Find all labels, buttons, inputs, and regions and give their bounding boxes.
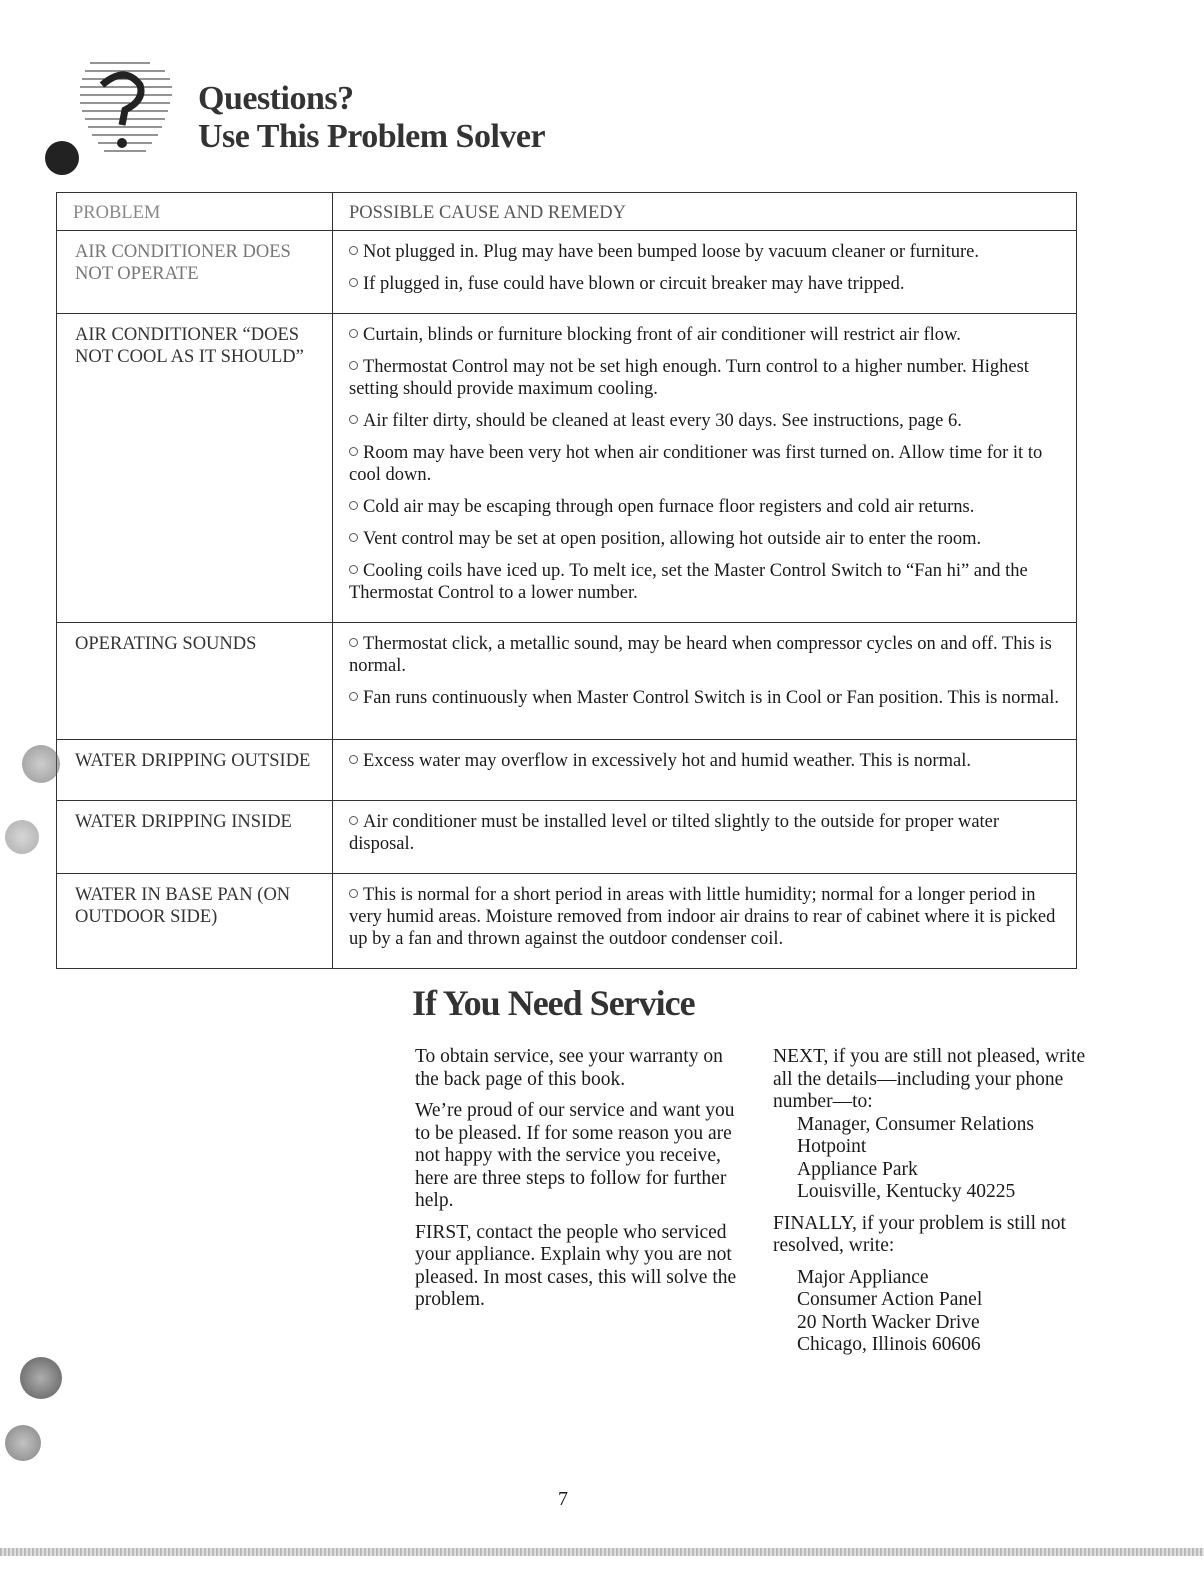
remedy-cell <box>333 623 1077 740</box>
service-section-title: If You Need Service <box>412 983 695 1023</box>
binder-hole-icon <box>5 820 39 854</box>
remedy-item: Thermostat click, a metallic sound, may be heard when compressor cycles on and off. This is normal. <box>349 633 1060 677</box>
remedy-item: Vent control may be set at open position, allowing hot outside air to enter the room. <box>349 528 1060 550</box>
service-column-2 <box>773 1046 1093 1357</box>
problem-cell: AIR CONDITIONER DOES NOT OPERATE <box>57 231 333 314</box>
problem-cell: WATER IN BASE PAN (ON OUTDOOR SIDE) <box>57 874 333 969</box>
remedy-item: This is normal for a short period in areas with little humidity; normal for a longer period in very humid areas. Moisture removed from indoor air drains to rear of cabinet where it is picked up by a fan and thrown against the outdoor condenser coil. <box>349 884 1060 950</box>
service-column-1 <box>415 1046 745 1321</box>
page-number: 7 <box>558 1488 568 1510</box>
next-paragraph: NEXT, if you are still not pleased, write all the details—including your phone number—to: <box>773 1046 1086 1112</box>
table-row <box>57 740 1077 801</box>
problem-solver-table <box>56 192 1077 969</box>
problem-cell: WATER DRIPPING OUTSIDE <box>57 740 333 801</box>
address-line: Major Appliance <box>797 1266 929 1288</box>
binder-hole-icon <box>20 1357 62 1399</box>
service-paragraph: FIRST, contact the people who serviced your appliance. Explain why you are not pleased. In most cases, this will solve the problem. <box>415 1221 737 1310</box>
problem-cell: OPERATING SOUNDS <box>57 623 333 740</box>
service-paragraph: To obtain service, see your warranty on the back page of this book. <box>415 1046 723 1090</box>
remedy-cell <box>333 740 1077 801</box>
remedy-cell <box>333 231 1077 314</box>
remedy-item: Not plugged in. Plug may have been bumped loose by vacuum cleaner or furniture. <box>349 241 1060 263</box>
page-title <box>198 80 545 156</box>
service-paragraph: We’re proud of our service and want you to be pleased. If for some reason you are not happy with the service you receive, here are three steps to follow for further help. <box>415 1100 735 1211</box>
remedy-item: Fan runs continuously when Master Control Switch is in Cool or Fan position. This is normal. <box>349 687 1060 709</box>
address-line: 20 North Wacker Drive <box>797 1311 980 1333</box>
address-line: Consumer Action Panel <box>797 1289 983 1310</box>
table-row <box>57 874 1077 969</box>
remedy-cell <box>333 314 1077 623</box>
address-line: Hotpoint <box>797 1136 867 1157</box>
remedy-item: Cooling coils have iced up. To melt ice, set the Master Control Switch to “Fan hi” and the Thermostat Control to a lower number. <box>349 560 1060 604</box>
remedy-item: Air filter dirty, should be cleaned at least every 30 days. See instructions, page 6. <box>349 410 1060 432</box>
column-header-remedy: POSSIBLE CAUSE AND REMEDY <box>333 193 1077 231</box>
question-mark-logo <box>40 55 180 175</box>
remedy-cell <box>333 801 1077 874</box>
remedy-item: Excess water may overflow in excessively hot and humid weather. This is normal. <box>349 750 1060 772</box>
consumer-relations-address <box>773 1114 1093 1204</box>
address-line: Chicago, Illinois 60606 <box>797 1334 981 1355</box>
column-header-problem: PROBLEM <box>57 193 333 231</box>
binder-hole-icon <box>5 1425 41 1461</box>
table-row <box>57 623 1077 740</box>
remedy-item: If plugged in, fuse could have blown or circuit breaker may have tripped. <box>349 273 1060 295</box>
remedy-cell <box>333 874 1077 969</box>
table-row <box>57 314 1077 623</box>
finally-paragraph: FINALLY, if your problem is still not resolved, write: <box>773 1212 1066 1256</box>
title-line-2: Use This Problem Solver <box>198 118 546 155</box>
scan-edge <box>0 1548 1204 1556</box>
title-line-1: Questions? <box>198 80 354 117</box>
problem-cell: AIR CONDITIONER “DOES NOT COOL AS IT SHOULD” <box>57 314 333 623</box>
address-line: Appliance Park <box>797 1158 918 1180</box>
consumer-action-panel-address <box>773 1267 1093 1357</box>
remedy-item: Air conditioner must be installed level or tilted slightly to the outside for proper water disposal. <box>349 811 1060 855</box>
remedy-item: Room may have been very hot when air conditioner was first turned on. Allow time for it to cool down. <box>349 442 1060 486</box>
remedy-item: Thermostat Control may not be set high enough. Turn control to a higher number. Highest setting should provide maximum cooling. <box>349 356 1060 400</box>
address-line: Louisville, Kentucky 40225 <box>797 1181 1016 1202</box>
problem-cell: WATER DRIPPING INSIDE <box>57 801 333 874</box>
remedy-item: Cold air may be escaping through open furnace floor registers and cold air returns. <box>349 496 1060 518</box>
address-line: Manager, Consumer Relations <box>797 1113 1034 1135</box>
remedy-item: Curtain, blinds or furniture blocking front of air conditioner will restrict air flow. <box>349 324 1060 346</box>
table-row <box>57 231 1077 314</box>
binder-hole-icon <box>22 745 60 783</box>
table-row <box>57 801 1077 874</box>
